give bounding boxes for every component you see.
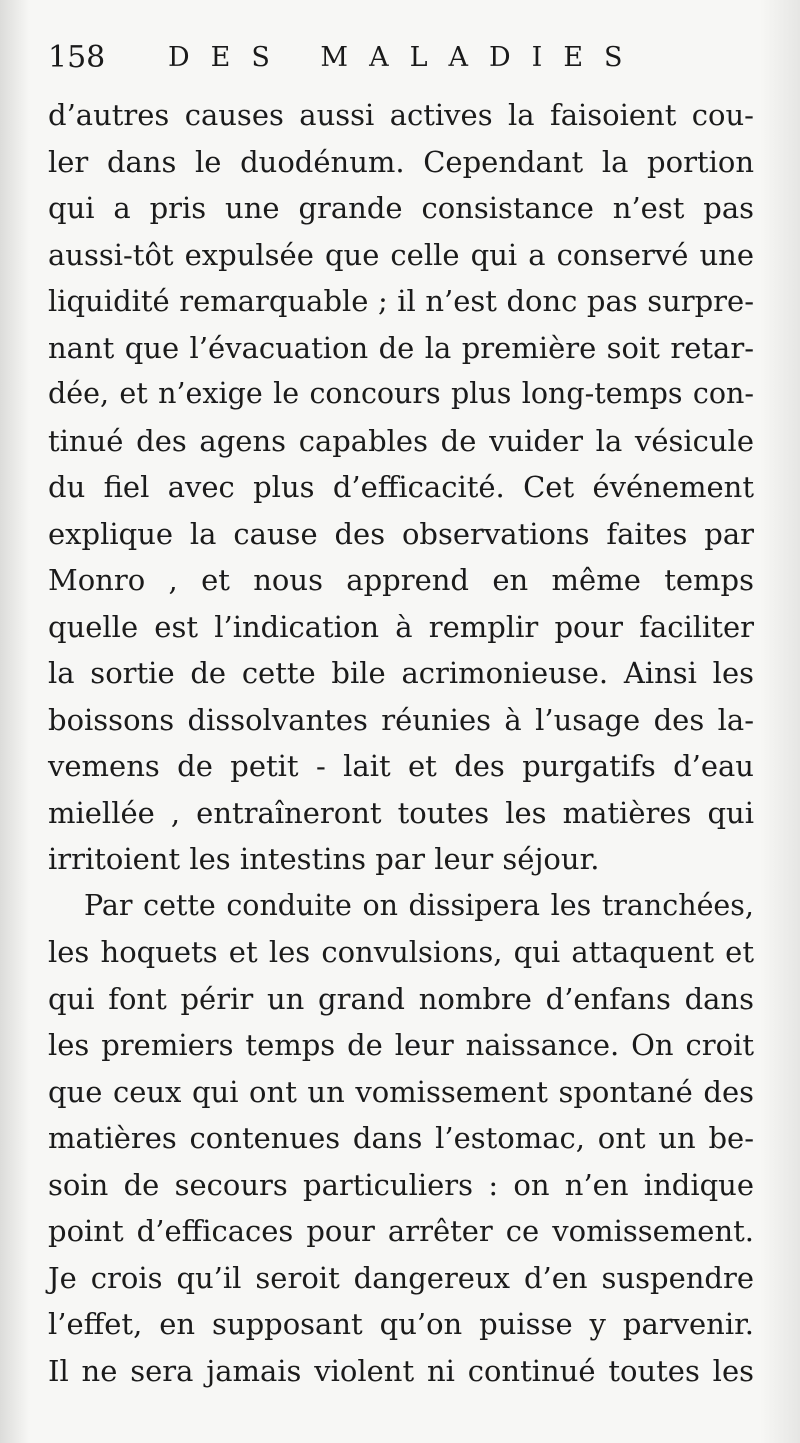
- text-line: ler dans le duodénum. Cependant la portion: [48, 144, 754, 179]
- text-line: Il ne sera jamais violent ni continué toutes les: [48, 1353, 754, 1388]
- text-line: miellée , entraîneront toutes les matières qui: [48, 795, 754, 830]
- page-edge-shadow: [760, 0, 800, 1443]
- page-number: 158: [48, 40, 106, 75]
- text-line: explique la cause des observations faites par: [48, 516, 754, 551]
- running-title: DES MALADIES: [168, 42, 644, 73]
- text-line: matières contenues dans l’estomac, ont un be-: [48, 1121, 754, 1155]
- text-line: qui font périr un grand nombre d’enfans dans: [48, 981, 754, 1016]
- text-line: du fiel avec plus d’efficacité. Cet événement: [48, 470, 754, 504]
- text-line: qui a pris une grande consistance n’est pas: [48, 191, 754, 225]
- text-line: nant que l’évacuation de la première soit retar-: [48, 330, 754, 365]
- text-line: boissons dissolvantes réunies à l’usage des la-: [48, 702, 754, 737]
- page-gutter-shadow: [0, 0, 30, 1443]
- text-line: l’effet, en supposant qu’on puisse y parvenir.: [48, 1307, 754, 1341]
- text-line: tinué des agens capables de vuider la vésicule: [48, 423, 754, 458]
- text-line: que ceux qui ont un vomissement spontané des: [48, 1074, 754, 1109]
- text-line: Monro , et nous apprend en même temps: [48, 563, 754, 597]
- text-line: la sortie de cette bile acrimonieuse. Ainsi les: [48, 656, 754, 690]
- text-line: aussi-tôt expulsée que celle qui a conservé une: [48, 237, 754, 272]
- text-line: point d’efficaces pour arrêter ce vomissement.: [48, 1214, 754, 1248]
- text-line: les premiers temps de leur naissance. On croit: [48, 1028, 754, 1062]
- text-line: irritoient les intestins par leur séjour.: [48, 842, 600, 876]
- text-line: Je crois qu’il seroit dangereux d’en suspendre: [48, 1260, 754, 1295]
- text-line: quelle est l’indication à remplir pour faciliter: [48, 609, 754, 644]
- text-line: d’autres causes aussi actives la faisoient cou-: [48, 98, 754, 132]
- paragraph-2: [48, 883, 754, 1395]
- text-line: soin de secours particuliers : on n’en indique: [48, 1167, 754, 1202]
- text-line: Par cette conduite on dissipera les tranchées,: [84, 888, 754, 922]
- paragraph-1: [48, 92, 754, 883]
- text-line: dée, et n’exige le concours plus long-temps con-: [48, 377, 754, 410]
- body-text: [48, 92, 754, 1394]
- text-line: liquidité remarquable ; il n’est donc pas surpre-: [48, 284, 754, 318]
- page-header: [48, 38, 748, 78]
- text-line: vemens de petit - lait et des purgatifs d’eau: [48, 749, 754, 783]
- text-line: les hoquets et les convulsions, qui attaquent et: [48, 935, 754, 969]
